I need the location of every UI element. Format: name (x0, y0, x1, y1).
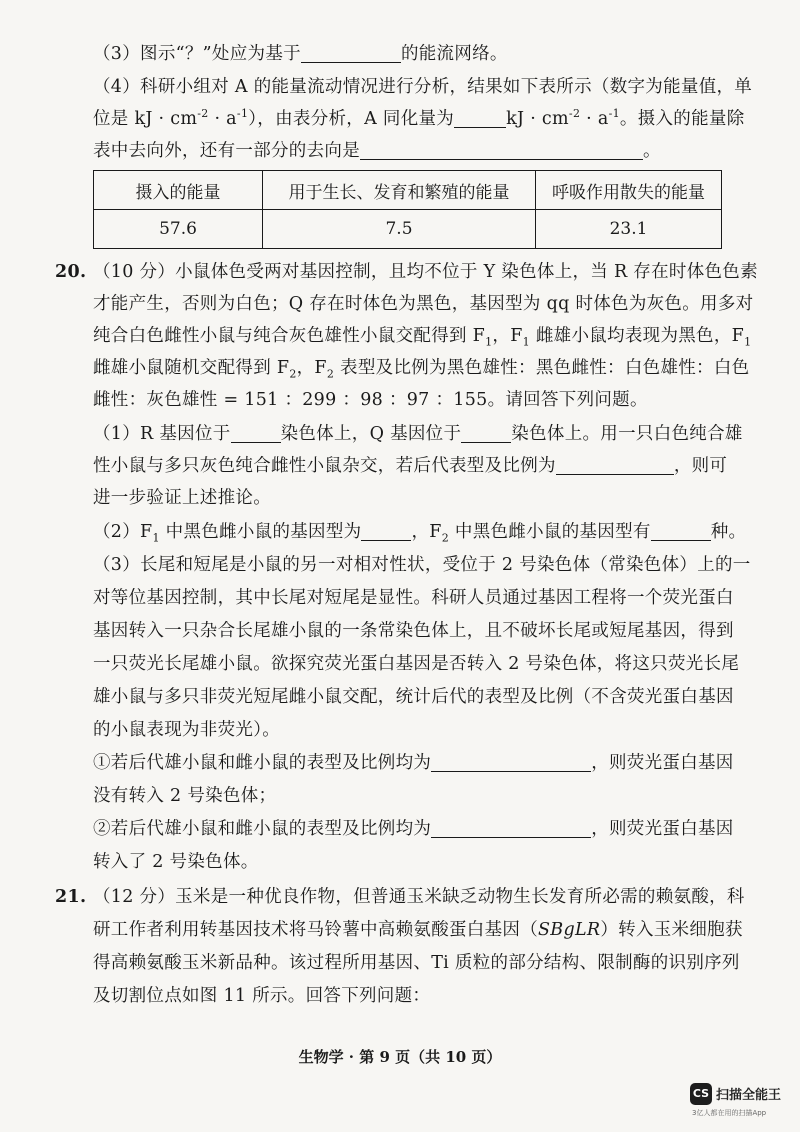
answer-blank (651, 522, 711, 541)
q20-text: 雌雄小鼠均表现为黑色，F (529, 326, 745, 346)
subscript: 2 (289, 367, 297, 381)
subscript: 1 (152, 531, 160, 545)
unit-text: kJ · cm (506, 109, 569, 129)
subscript: 2 (326, 367, 335, 381)
question-number-20: 20. (55, 262, 87, 282)
q21-line-2 (93, 917, 743, 943)
cs-logo-icon: CS (690, 1083, 712, 1105)
subscript: 1 (485, 335, 493, 349)
answer-blank (231, 424, 281, 443)
q20-line-1: （10 分）小鼠体色受两对基因控制，且均不位于 Y 染色体上，当 R 存在时体色色素 (93, 262, 758, 282)
table-cell: 7.5 (263, 210, 536, 249)
q20-3-case-2-line-2: 转入了 2 号染色体。 (93, 852, 259, 872)
q20-1-line-2 (93, 453, 727, 479)
q20-line-3 (93, 323, 751, 349)
table-header-row (94, 171, 722, 210)
answer-blank (454, 109, 506, 128)
q20-2-text: 种。 (710, 522, 747, 542)
page-footer: 生物学 · 第 9 页（共 10 页） (298, 1048, 502, 1066)
q19-4-text: 表中去向外，还有一部分的去向是 (93, 141, 360, 161)
case-text: ②若后代雄小鼠和雌小鼠的表型及比例均为 (93, 819, 432, 839)
q21-line-1: （12 分）玉米是一种优良作物，但普通玉米缺乏动物生长发育所必需的赖氨酸，科 (93, 887, 745, 907)
q19-4-line-2 (93, 106, 745, 132)
q21-line-3: 得高赖氨酸玉米新品种。该过程所用基因、Ti 质粒的部分结构、限制酶的识别序列 (93, 953, 740, 973)
q20-line-5: 雌性：灰色雄性 = 151 ：299 ：98 ：97 ：155。请回答下列问题。 (93, 390, 648, 410)
q20-1-line-3: 进一步验证上述推论。 (93, 488, 271, 508)
q20-3-case-1-line-2: 没有转入 2 号染色体； (93, 786, 277, 806)
answer-blank (360, 141, 643, 160)
q19-4-text: 。摄入的能量除 (619, 109, 745, 129)
q20-2-text: 中黑色雌小鼠的基因型有 (449, 522, 651, 542)
subscript: 1 (522, 335, 530, 349)
q20-1-text: 染色体上，Q 基因位于 (280, 424, 462, 444)
q20-3-case-1-line-1 (93, 750, 734, 776)
q20-text: ，F (492, 326, 523, 346)
watermark-name: 扫描全能王 (716, 1088, 782, 1103)
answer-blank (556, 456, 674, 475)
question-number-21: 21. (55, 887, 87, 907)
q19-4-text-end: 。 (643, 141, 661, 161)
q20-2-text: ，F (411, 522, 442, 542)
q19-4-line-1: （4）科研小组对 A 的能量流动情况进行分析，结果如下表所示（数字为能量值，单 (93, 77, 753, 97)
superscript: -1 (608, 107, 620, 121)
q20-text: ，F (296, 358, 327, 378)
q20-text: 纯合白色雌性小鼠与纯合灰色雄性小鼠交配得到 F (93, 326, 486, 346)
superscript: -2 (568, 107, 581, 121)
q21-text: ）转入玉米细胞获 (600, 920, 743, 940)
q20-3-line-1: （3）长尾和短尾是小鼠的另一对相对性状，受位于 2 号染色体（常染色体）上的一 (93, 555, 751, 575)
q20-1-text: 性小鼠与多只灰色纯合雌性小鼠杂交，若后代表型及比例为 (93, 456, 556, 476)
unit-text: 位是 kJ · cm (93, 109, 198, 129)
case-text: ，则荧光蛋白基因 (591, 819, 734, 839)
q21-line-4: 及切割位点如图 11 所示。回答下列问题： (93, 986, 431, 1006)
q20-3-line-6: 的小鼠表现为非荧光）。 (93, 720, 281, 740)
q20-1-text: 染色体上。用一只白色纯合雄 (511, 424, 743, 444)
answer-blank (301, 44, 401, 63)
q20-line-2: 才能产生，否则为白色；Q 存在时体色为黑色，基因型为 qq 时体色为灰色。用多对 (93, 294, 754, 314)
table-header-cell: 摄入的能量 (94, 171, 263, 210)
superscript: -1 (236, 107, 249, 121)
answer-blank (431, 753, 591, 772)
case-text: ①若后代雄小鼠和雌小鼠的表型及比例均为 (93, 753, 432, 773)
q21-text: 研工作者利用转基因技术将马铃薯中高赖氨酸蛋白基因（ (93, 920, 538, 940)
q20-2-text: 中黑色雌小鼠的基因型为 (159, 522, 362, 542)
q20-line-4 (93, 355, 749, 381)
table-header-cell: 呼吸作用散失的能量 (536, 171, 722, 210)
q19-4-text: ），由表分析，A 同化量为 (248, 109, 455, 129)
q19-4-line-3 (93, 138, 661, 164)
subscript: 1 (744, 335, 752, 349)
energy-table (93, 170, 722, 249)
subscript: 2 (441, 531, 450, 545)
q20-2-text: （2）F (93, 522, 153, 542)
q20-1-line-1 (93, 421, 743, 447)
superscript: -2 (197, 107, 209, 121)
q20-2-line (93, 519, 746, 545)
answer-blank (461, 424, 511, 443)
gene-name: SBgLR (538, 920, 601, 940)
q20-1-text: （1）R 基因位于 (93, 424, 231, 444)
table-row (94, 210, 722, 249)
q19-3-text: （3）图示“？”处应为基于 (93, 44, 301, 64)
q20-text: 雌雄小鼠随机交配得到 F (93, 358, 290, 378)
q20-3-line-4: 一只荧光长尾雄小鼠。欲探究荧光蛋白基因是否转入 2 号染色体，将这只荧光长尾 (93, 654, 740, 674)
q20-3-line-5: 雄小鼠与多只非荧光短尾雌小鼠交配，统计后代的表型及比例（不含荧光蛋白基因 (93, 687, 734, 707)
q20-3-line-2: 对等位基因控制，其中长尾对短尾是显性。科研人员通过基因工程将一个荧光蛋白 (93, 588, 734, 608)
watermark-slogan: 3亿人都在用的扫描App (692, 1109, 767, 1117)
q20-3-case-2-line-1 (93, 816, 734, 842)
q20-3-line-3: 基因转入一只杂合长尾雄小鼠的一条常染色体上，且不破坏长尾或短尾基因，得到 (93, 621, 734, 641)
unit-text: · a (580, 109, 609, 129)
case-text: ，则荧光蛋白基因 (591, 753, 734, 773)
answer-blank (361, 522, 411, 541)
q19-3-line (93, 41, 508, 67)
answer-blank (431, 819, 591, 838)
table-cell: 57.6 (94, 210, 263, 249)
table-cell: 23.1 (536, 210, 722, 249)
q19-3-text-end: 的能流网络。 (400, 44, 508, 64)
unit-text: · a (208, 109, 237, 129)
q20-1-text: ，则可 (673, 456, 728, 476)
q20-text: 表型及比例为黑色雄性：黑色雌性：白色雄性：白色 (334, 358, 750, 378)
table-header-cell: 用于生长、发育和繁殖的能量 (263, 171, 536, 210)
